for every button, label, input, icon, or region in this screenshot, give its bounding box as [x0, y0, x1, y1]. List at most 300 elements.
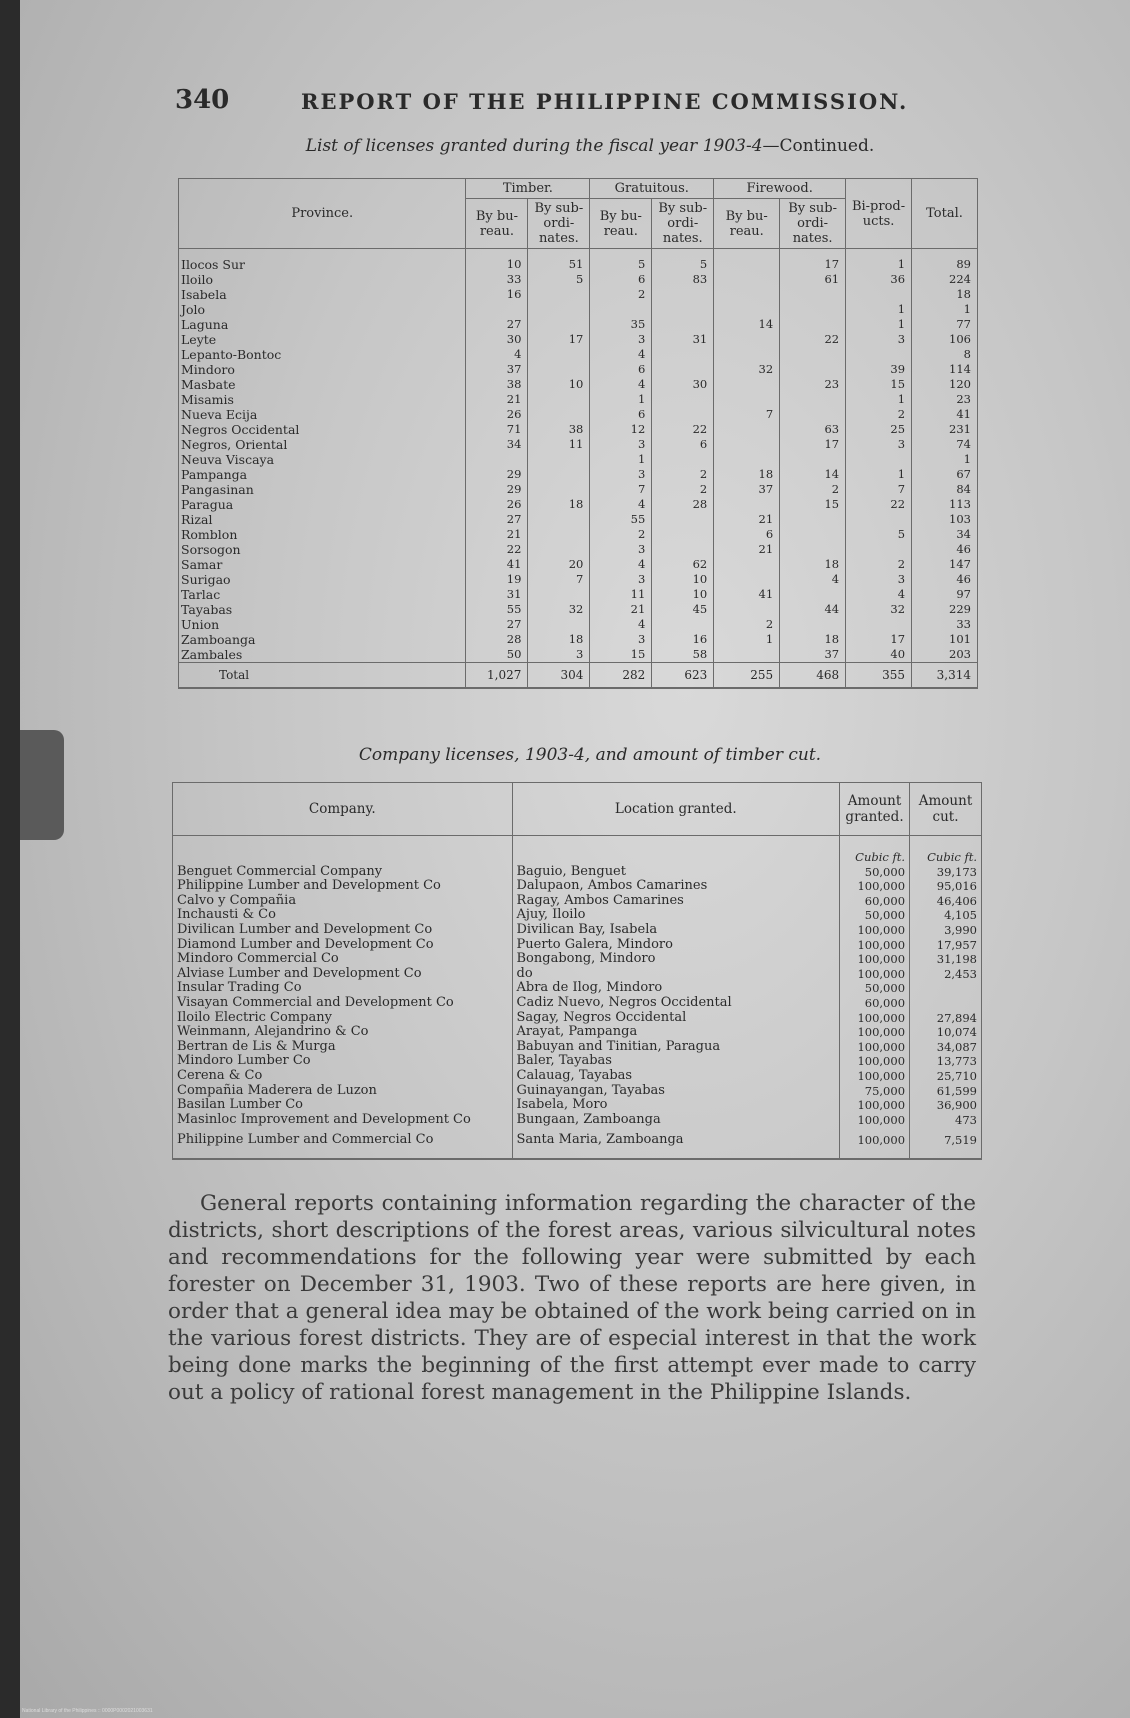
count-cell: 4 [780, 572, 846, 587]
count-cell [652, 512, 714, 527]
count-cell: 1 [846, 392, 912, 407]
count-cell: 1 [846, 317, 912, 332]
count-cell: 2 [652, 482, 714, 497]
province-row [179, 527, 978, 542]
count-cell: 1 [912, 452, 978, 467]
count-cell [780, 617, 846, 632]
count-cell: 14 [714, 317, 780, 332]
province-row [179, 542, 978, 557]
province-name: Paragua [179, 497, 466, 512]
province-name: Zamboanga [179, 632, 466, 647]
count-cell: 10 [466, 249, 528, 273]
count-cell: 14 [780, 467, 846, 482]
count-cell: 37 [714, 482, 780, 497]
amount-granted: 100,000 [840, 1040, 910, 1055]
header-by-bureau: By bu-reau. [590, 199, 652, 249]
count-cell: 45 [652, 602, 714, 617]
count-cell [528, 407, 590, 422]
count-cell: 7 [590, 482, 652, 497]
count-cell [528, 587, 590, 602]
province-name: Rizal [179, 512, 466, 527]
count-cell: 21 [466, 527, 528, 542]
count-cell: 22 [780, 332, 846, 347]
count-cell [780, 452, 846, 467]
company-table-body [173, 836, 982, 1159]
header-by-subordinates: By sub-ordi-nates. [528, 199, 590, 249]
count-cell: 28 [652, 497, 714, 512]
total-cell: 255 [714, 663, 780, 689]
count-cell: 26 [466, 497, 528, 512]
count-cell: 6 [590, 407, 652, 422]
company-name: Calvo y Compañia [173, 894, 513, 909]
count-cell: 18 [714, 467, 780, 482]
province-name: Negros Occidental [179, 422, 466, 437]
header-by-bureau: By bu-reau. [714, 199, 780, 249]
company-name: Weinmann, Alejandrino & Co [173, 1025, 513, 1040]
count-cell: 3 [846, 437, 912, 452]
header-byproducts: Bi-prod-ucts. [846, 179, 912, 249]
amount-cut: 61,599 [910, 1084, 982, 1099]
count-cell [780, 392, 846, 407]
province-row [179, 587, 978, 602]
count-cell: 1 [846, 467, 912, 482]
count-cell: 3 [590, 572, 652, 587]
count-cell: 7 [846, 482, 912, 497]
count-cell: 2 [780, 482, 846, 497]
count-cell [714, 392, 780, 407]
count-cell [466, 302, 528, 317]
province-name: Tarlac [179, 587, 466, 602]
count-cell: 55 [466, 602, 528, 617]
count-cell: 1 [590, 452, 652, 467]
amount-granted: 75,000 [840, 1084, 910, 1099]
count-cell: 114 [912, 362, 978, 377]
count-cell: 27 [466, 317, 528, 332]
count-cell [652, 617, 714, 632]
amount-cut: 25,710 [910, 1069, 982, 1084]
amount-granted: 50,000 [840, 981, 910, 996]
location-granted: Cadiz Nuevo, Negros Occidental [512, 996, 840, 1011]
count-cell: 4 [590, 347, 652, 362]
count-cell: 31 [652, 332, 714, 347]
location-granted: Sagay, Negros Occidental [512, 1011, 840, 1026]
total-cell: 468 [780, 663, 846, 689]
count-cell: 231 [912, 422, 978, 437]
count-cell: 37 [780, 647, 846, 663]
count-cell: 4 [590, 617, 652, 632]
count-cell: 6 [590, 362, 652, 377]
count-cell: 32 [528, 602, 590, 617]
licenses-table [178, 178, 978, 689]
count-cell: 2 [590, 527, 652, 542]
count-cell: 89 [912, 249, 978, 273]
count-cell: 31 [466, 587, 528, 602]
count-cell: 6 [590, 272, 652, 287]
count-cell: 17 [780, 437, 846, 452]
province-name: Romblon [179, 527, 466, 542]
province-row [179, 302, 978, 317]
count-cell: 1 [714, 632, 780, 647]
count-cell [780, 527, 846, 542]
company-name: Visayan Commercial and Development Co [173, 996, 513, 1011]
province-name: Isabela [179, 287, 466, 302]
count-cell: 11 [528, 437, 590, 452]
count-cell: 30 [652, 377, 714, 392]
company-name: Benguet Commercial Company [173, 865, 513, 880]
count-cell [780, 542, 846, 557]
company-name: Compañia Maderera de Luzon [173, 1084, 513, 1099]
count-cell [652, 527, 714, 542]
count-cell: 18 [528, 632, 590, 647]
count-cell [714, 497, 780, 512]
province-row [179, 617, 978, 632]
province-name: Zambales [179, 647, 466, 663]
count-cell [652, 287, 714, 302]
company-name: Philippine Lumber and Development Co [173, 879, 513, 894]
count-cell [528, 317, 590, 332]
count-cell: 23 [780, 377, 846, 392]
count-cell [714, 249, 780, 273]
company-name: Basilan Lumber Co [173, 1098, 513, 1113]
amount-cut: 95,016 [910, 879, 982, 894]
company-name: Inchausti & Co [173, 908, 513, 923]
count-cell: 21 [714, 512, 780, 527]
count-cell: 3 [590, 467, 652, 482]
count-cell: 1 [912, 302, 978, 317]
count-cell: 106 [912, 332, 978, 347]
amount-cut: 36,900 [910, 1098, 982, 1113]
count-cell: 33 [466, 272, 528, 287]
company-row [173, 1084, 982, 1099]
count-cell [714, 347, 780, 362]
company-row [173, 1040, 982, 1055]
province-name: Neuva Viscaya [179, 452, 466, 467]
count-cell [780, 407, 846, 422]
count-cell: 35 [590, 317, 652, 332]
count-cell: 5 [652, 249, 714, 273]
count-cell: 18 [528, 497, 590, 512]
province-row [179, 572, 978, 587]
amount-cut: 31,198 [910, 952, 982, 967]
count-cell: 61 [780, 272, 846, 287]
company-name: Mindoro Commercial Co [173, 952, 513, 967]
province-name: Nueva Ecija [179, 407, 466, 422]
count-cell: 2 [846, 407, 912, 422]
province-row [179, 467, 978, 482]
count-cell: 3 [528, 647, 590, 663]
count-cell: 27 [466, 512, 528, 527]
count-cell: 97 [912, 587, 978, 602]
header-firewood: Firewood. [714, 179, 846, 199]
company-row [173, 865, 982, 880]
header-gratuitous: Gratuitous. [590, 179, 714, 199]
amount-granted: 100,000 [840, 1011, 910, 1026]
amount-granted: 50,000 [840, 908, 910, 923]
count-cell: 10 [652, 572, 714, 587]
count-cell: 20 [528, 557, 590, 572]
province-row [179, 497, 978, 512]
total-cell: 623 [652, 663, 714, 689]
unit-cut: Cubic ft. [910, 836, 982, 865]
count-cell: 4 [846, 587, 912, 602]
count-cell: 39 [846, 362, 912, 377]
count-cell [714, 557, 780, 572]
count-cell: 18 [780, 557, 846, 572]
count-cell: 46 [912, 572, 978, 587]
company-name: Philippine Lumber and Commercial Co [173, 1127, 513, 1159]
amount-granted: 100,000 [840, 1113, 910, 1128]
count-cell [714, 647, 780, 663]
header-amount-cut: Amount cut. [910, 783, 982, 836]
company-name: Insular Trading Co [173, 981, 513, 996]
count-cell: 15 [780, 497, 846, 512]
header-by-subordinates: By sub-ordi-nates. [780, 199, 846, 249]
company-row [173, 1011, 982, 1026]
count-cell: 32 [714, 362, 780, 377]
amount-granted: 100,000 [840, 967, 910, 982]
company-row [173, 908, 982, 923]
amount-granted: 100,000 [840, 1054, 910, 1069]
province-row [179, 332, 978, 347]
total-cell: 304 [528, 663, 590, 689]
amount-cut: 2,453 [910, 967, 982, 982]
amount-cut [910, 981, 982, 996]
count-cell: 229 [912, 602, 978, 617]
province-row [179, 632, 978, 647]
count-cell [780, 317, 846, 332]
count-cell: 8 [912, 347, 978, 362]
count-cell [780, 587, 846, 602]
count-cell: 2 [846, 557, 912, 572]
total-cell: 1,027 [466, 663, 528, 689]
count-cell: 22 [652, 422, 714, 437]
province-name: Leyte [179, 332, 466, 347]
province-name: Jolo [179, 302, 466, 317]
count-cell: 22 [466, 542, 528, 557]
province-name: Laguna [179, 317, 466, 332]
count-cell [714, 332, 780, 347]
total-cell: 282 [590, 663, 652, 689]
total-cell: 355 [846, 663, 912, 689]
count-cell: 6 [714, 527, 780, 542]
company-row [173, 938, 982, 953]
count-cell [714, 422, 780, 437]
location-granted: Ajuy, Iloilo [512, 908, 840, 923]
count-cell [846, 542, 912, 557]
amount-granted: 100,000 [840, 1127, 910, 1159]
location-granted: Baguio, Benguet [512, 865, 840, 880]
count-cell [652, 392, 714, 407]
count-cell: 101 [912, 632, 978, 647]
location-granted: Dalupaon, Ambos Camarines [512, 879, 840, 894]
count-cell [714, 287, 780, 302]
province-name: Iloilo [179, 272, 466, 287]
province-row [179, 422, 978, 437]
province-row [179, 557, 978, 572]
amount-granted: 100,000 [840, 938, 910, 953]
location-granted: Ragay, Ambos Camarines [512, 894, 840, 909]
province-row [179, 287, 978, 302]
header-location: Location granted. [512, 783, 840, 836]
province-name: Misamis [179, 392, 466, 407]
amount-cut: 473 [910, 1113, 982, 1128]
province-row [179, 407, 978, 422]
count-cell [528, 467, 590, 482]
province-row [179, 647, 978, 663]
province-name: Mindoro [179, 362, 466, 377]
amount-cut: 46,406 [910, 894, 982, 909]
page-header [175, 85, 955, 125]
count-cell [528, 392, 590, 407]
count-cell: 84 [912, 482, 978, 497]
province-row [179, 437, 978, 452]
amount-cut: 13,773 [910, 1054, 982, 1069]
province-name: Tayabas [179, 602, 466, 617]
header-company: Company. [173, 783, 513, 836]
company-row [173, 967, 982, 982]
count-cell: 28 [466, 632, 528, 647]
count-cell: 10 [528, 377, 590, 392]
count-cell: 34 [912, 527, 978, 542]
company-name: Iloilo Electric Company [173, 1011, 513, 1026]
count-cell: 5 [846, 527, 912, 542]
count-cell [714, 377, 780, 392]
count-cell: 21 [590, 602, 652, 617]
unit-granted: Cubic ft. [840, 836, 910, 865]
province-name: Pangasinan [179, 482, 466, 497]
location-granted: Baler, Tayabas [512, 1054, 840, 1069]
count-cell [528, 302, 590, 317]
company-row [173, 952, 982, 967]
province-row [179, 392, 978, 407]
province-name: Ilocos Sur [179, 249, 466, 273]
province-name: Masbate [179, 377, 466, 392]
count-cell: 23 [912, 392, 978, 407]
location-granted: Arayat, Pampanga [512, 1025, 840, 1040]
amount-granted: 60,000 [840, 894, 910, 909]
location-granted: Puerto Galera, Mindoro [512, 938, 840, 953]
count-cell: 71 [466, 422, 528, 437]
location-granted: Abra de Ilog, Mindoro [512, 981, 840, 996]
count-cell: 17 [780, 249, 846, 273]
count-cell: 3 [590, 437, 652, 452]
count-cell: 7 [714, 407, 780, 422]
count-cell: 17 [846, 632, 912, 647]
count-cell: 36 [846, 272, 912, 287]
count-cell: 29 [466, 482, 528, 497]
province-row [179, 602, 978, 617]
count-cell [846, 287, 912, 302]
count-cell: 3 [846, 332, 912, 347]
count-cell [780, 287, 846, 302]
count-cell: 38 [528, 422, 590, 437]
count-cell: 1 [846, 302, 912, 317]
location-granted: Divilican Bay, Isabela [512, 923, 840, 938]
province-name: Sorsogon [179, 542, 466, 557]
count-cell [528, 347, 590, 362]
count-cell [652, 542, 714, 557]
count-cell [780, 347, 846, 362]
count-cell: 25 [846, 422, 912, 437]
count-cell: 15 [846, 377, 912, 392]
company-row [173, 879, 982, 894]
binding-clip [20, 730, 64, 840]
running-title: REPORT OF THE PHILIPPINE COMMISSION. [301, 89, 909, 114]
company-row [173, 1054, 982, 1069]
count-cell: 21 [714, 542, 780, 557]
province-name: Union [179, 617, 466, 632]
count-cell: 2 [714, 617, 780, 632]
company-row [173, 981, 982, 996]
count-cell: 38 [466, 377, 528, 392]
count-cell: 3 [590, 632, 652, 647]
count-cell: 26 [466, 407, 528, 422]
count-cell: 2 [652, 467, 714, 482]
licenses-table-body [179, 249, 978, 689]
header-amount-granted: Amount granted. [840, 783, 910, 836]
count-cell [590, 302, 652, 317]
count-cell [466, 452, 528, 467]
count-cell [714, 302, 780, 317]
count-cell [528, 452, 590, 467]
count-cell: 224 [912, 272, 978, 287]
location-granted: Bungaan, Zamboanga [512, 1113, 840, 1128]
count-cell: 22 [846, 497, 912, 512]
province-row [179, 512, 978, 527]
amount-granted: 100,000 [840, 923, 910, 938]
amount-granted: 50,000 [840, 865, 910, 880]
amount-cut [910, 996, 982, 1011]
count-cell: 41 [714, 587, 780, 602]
units-row [173, 836, 982, 865]
count-cell: 50 [466, 647, 528, 663]
count-cell [528, 617, 590, 632]
count-cell: 10 [652, 587, 714, 602]
count-cell: 55 [590, 512, 652, 527]
province-row [179, 272, 978, 287]
count-cell [714, 602, 780, 617]
count-cell: 17 [528, 332, 590, 347]
count-cell: 1 [590, 392, 652, 407]
province-name: Lepanto-Bontoc [179, 347, 466, 362]
library-footer: National Library of the Philippines :: 0000P0002021003631 [22, 1708, 153, 1714]
count-cell: 58 [652, 647, 714, 663]
province-row [179, 347, 978, 362]
count-cell: 3 [590, 332, 652, 347]
company-row [173, 923, 982, 938]
province-name: Samar [179, 557, 466, 572]
count-cell: 5 [528, 272, 590, 287]
count-cell: 120 [912, 377, 978, 392]
count-cell: 18 [780, 632, 846, 647]
location-granted: Guinayangan, Tayabas [512, 1084, 840, 1099]
count-cell [528, 542, 590, 557]
count-cell: 147 [912, 557, 978, 572]
count-cell [714, 572, 780, 587]
province-row [179, 362, 978, 377]
count-cell [652, 347, 714, 362]
company-row [173, 1098, 982, 1113]
header-by-bureau: By bu-reau. [466, 199, 528, 249]
header-by-subordinates: By sub-ordi-nates. [652, 199, 714, 249]
province-row [179, 249, 978, 273]
count-cell: 41 [912, 407, 978, 422]
count-cell: 203 [912, 647, 978, 663]
location-granted: do [512, 967, 840, 982]
amount-cut: 34,087 [910, 1040, 982, 1055]
count-cell: 77 [912, 317, 978, 332]
location-granted: Isabela, Moro [512, 1098, 840, 1113]
